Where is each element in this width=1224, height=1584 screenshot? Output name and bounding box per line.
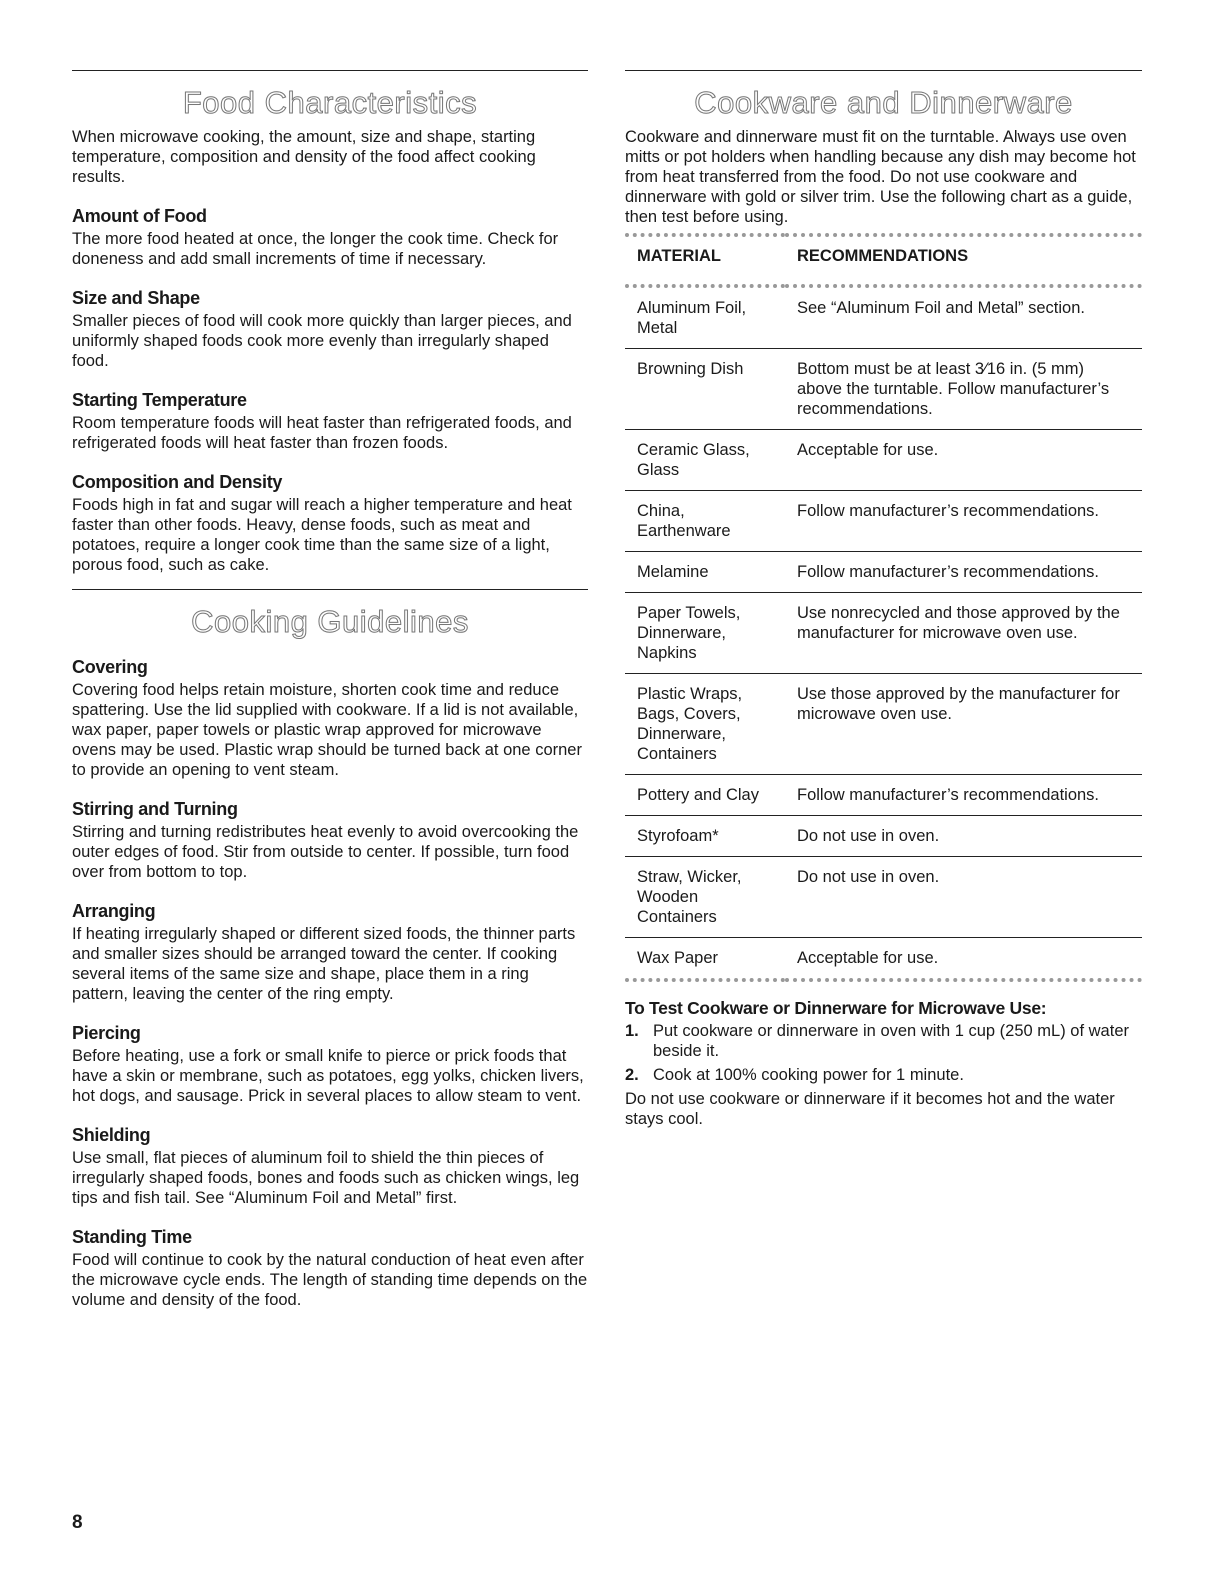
recommendation-cell: Use nonrecycled and those approved by the manufacturer for microwave oven use. — [785, 593, 1142, 674]
material-cell: Plastic Wraps, Bags, Covers, Dinnerware, Containers — [625, 674, 785, 775]
paragraph-shielding: Use small, flat pieces of aluminum foil to shield the thin pieces of irregularly shaped foods, bones and foods such as chicken wings, leg tips and fish tail. See “Aluminum Foil and Metal” first. — [72, 1149, 580, 1207]
test-steps-list — [625, 1021, 1142, 1085]
subheading-size-and-shape: Size and Shape — [72, 288, 200, 308]
test-cookware-heading: To Test Cookware or Dinnerware for Microwave Use: — [625, 998, 1047, 1018]
column-header-recommendations: RECOMMENDATIONS — [785, 235, 1142, 286]
subheading-covering: Covering — [72, 657, 148, 677]
paragraph-starting-temperature: Room temperature foods will heat faster than refrigerated foods, and refrigerated foods will heat faster than frozen foods. — [72, 414, 572, 452]
recommendation-cell: Follow manufacturer’s recommendations. — [785, 491, 1142, 552]
subheading-piercing: Piercing — [72, 1023, 141, 1043]
food-characteristics-items — [72, 205, 588, 575]
cookware-dinnerware-title: Cookware and Dinnerware — [694, 85, 1073, 120]
material-cell: Straw, Wicker, Wooden Containers — [625, 857, 785, 938]
section-rule-left — [72, 589, 588, 590]
step-number: 1. — [625, 1022, 639, 1040]
recommendation-cell: See “Aluminum Foil and Metal” section. — [785, 286, 1142, 349]
subheading-starting-temperature: Starting Temperature — [72, 390, 247, 410]
paragraph-size-and-shape: Smaller pieces of food will cook more quickly than larger pieces, and uniformly shaped foods cook more evenly than irregularly shaped food. — [72, 312, 572, 370]
recommendation-cell: Do not use in oven. — [785, 857, 1142, 938]
table-row — [625, 430, 1142, 491]
recommendation-cell: Acceptable for use. — [785, 938, 1142, 981]
paragraph-composition-and-density: Foods high in fat and sugar will reach a higher temperature and heat faster than other foods. Heavy, dense foods, such as meat and potatoes, require a longer cook time than the same size of a light, porous food, such as cake. — [72, 496, 572, 574]
table-row — [625, 775, 1142, 816]
material-cell: Browning Dish — [625, 349, 785, 430]
top-rule-left — [72, 70, 588, 71]
column-header-material: MATERIAL — [625, 235, 785, 286]
recommendation-cell: Acceptable for use. — [785, 430, 1142, 491]
subheading-arranging: Arranging — [72, 901, 156, 921]
paragraph-amount-of-food: The more food heated at once, the longer the cook time. Check for doneness and add small increments of time if necessary. — [72, 230, 559, 268]
table-header-row — [625, 235, 1142, 286]
cookware-dinnerware-intro: Cookware and dinnerware must fit on the turntable. Always use oven mitts or pot holders when handling because any dish may become hot from heat transferred from the food. Do not use cookware and dinnerware with gold or silver trim. Use the following chart as a guide, then test before using. — [625, 128, 1136, 226]
paragraph-covering: Covering food helps retain moisture, shorten cook time and reduce spattering. Use the lid supplied with cookware. If a lid is not available, wax paper, paper towels or plastic wrap approved for microwave ovens may be used. Plastic wrap should be turned back at one corner to provide an opening to vent steam. — [72, 681, 582, 779]
paragraph-standing-time: Food will continue to cook by the natural conduction of heat even after the microwave cycle ends. The length of standing time depends on the volume and density of the food. — [72, 1251, 588, 1309]
recommendation-cell: Follow manufacturer’s recommendations. — [785, 775, 1142, 816]
paragraph-stirring-and-turning: Stirring and turning redistributes heat evenly to avoid overcooking the outer edges of food. Stir from outside to center. If possible, turn food over from bottom to top. — [72, 823, 579, 881]
table-row — [625, 349, 1142, 430]
step-text: Cook at 100% cooking power for 1 minute. — [653, 1066, 964, 1084]
subheading-standing-time: Standing Time — [72, 1227, 192, 1247]
recommendation-cell: Follow manufacturer’s recommendations. — [785, 552, 1142, 593]
page-number: 8 — [72, 1512, 83, 1533]
table-row — [625, 816, 1142, 857]
subheading-stirring-and-turning: Stirring and Turning — [72, 799, 238, 819]
material-cell: Aluminum Foil, Metal — [625, 286, 785, 349]
subheading-amount-of-food: Amount of Food — [72, 206, 207, 226]
table-row — [625, 552, 1142, 593]
material-cell: Pottery and Clay — [625, 775, 785, 816]
left-column — [72, 70, 588, 1310]
list-item — [625, 1021, 1142, 1061]
table-row — [625, 674, 1142, 775]
recommendation-cell: Bottom must be at least 3⁄16 in. (5 mm) above the turntable. Follow manufacturer’s recommendations. — [785, 349, 1142, 430]
material-cell: Styrofoam* — [625, 816, 785, 857]
list-item — [625, 1065, 1142, 1085]
table-row — [625, 938, 1142, 981]
material-cell: Ceramic Glass, Glass — [625, 430, 785, 491]
top-rule-right — [625, 70, 1142, 71]
paragraph-piercing: Before heating, use a fork or small knife to pierce or prick foods that have a skin or membrane, such as potatoes, egg yolks, chicken livers, hot dogs, and sausage. Prick in several places to allow steam to vent. — [72, 1047, 584, 1105]
subheading-composition-and-density: Composition and Density — [72, 472, 283, 492]
test-note: Do not use cookware or dinnerware if it becomes hot and the water stays cool. — [625, 1090, 1115, 1128]
table-row — [625, 286, 1142, 349]
table-row — [625, 593, 1142, 674]
cooking-guidelines-items — [72, 656, 588, 1310]
step-text: Put cookware or dinnerware in oven with 1 cup (250 mL) of water beside it. — [653, 1022, 1129, 1060]
material-cell: China, Earthenware — [625, 491, 785, 552]
recommendation-cell: Use those approved by the manufacturer for microwave oven use. — [785, 674, 1142, 775]
material-cell: Paper Towels, Dinnerware, Napkins — [625, 593, 785, 674]
cooking-guidelines-title: Cooking Guidelines — [191, 604, 469, 639]
right-column — [625, 70, 1142, 1129]
materials-table — [625, 233, 1142, 982]
subheading-shielding: Shielding — [72, 1125, 151, 1145]
material-cell: Melamine — [625, 552, 785, 593]
table-row — [625, 857, 1142, 938]
material-cell: Wax Paper — [625, 938, 785, 981]
food-characteristics-intro: When microwave cooking, the amount, size and shape, starting temperature, composition and density of the food affect cooking results. — [72, 128, 536, 186]
food-characteristics-title: Food Characteristics — [182, 85, 478, 120]
step-number: 2. — [625, 1066, 639, 1084]
recommendation-cell: Do not use in oven. — [785, 816, 1142, 857]
paragraph-arranging: If heating irregularly shaped or different sized foods, the thinner parts and smaller sizes should be arranged toward the center. If cooking several items of the same size and shape, place them in a ring pattern, leaving the center of the ring empty. — [72, 925, 576, 1003]
table-row — [625, 491, 1142, 552]
